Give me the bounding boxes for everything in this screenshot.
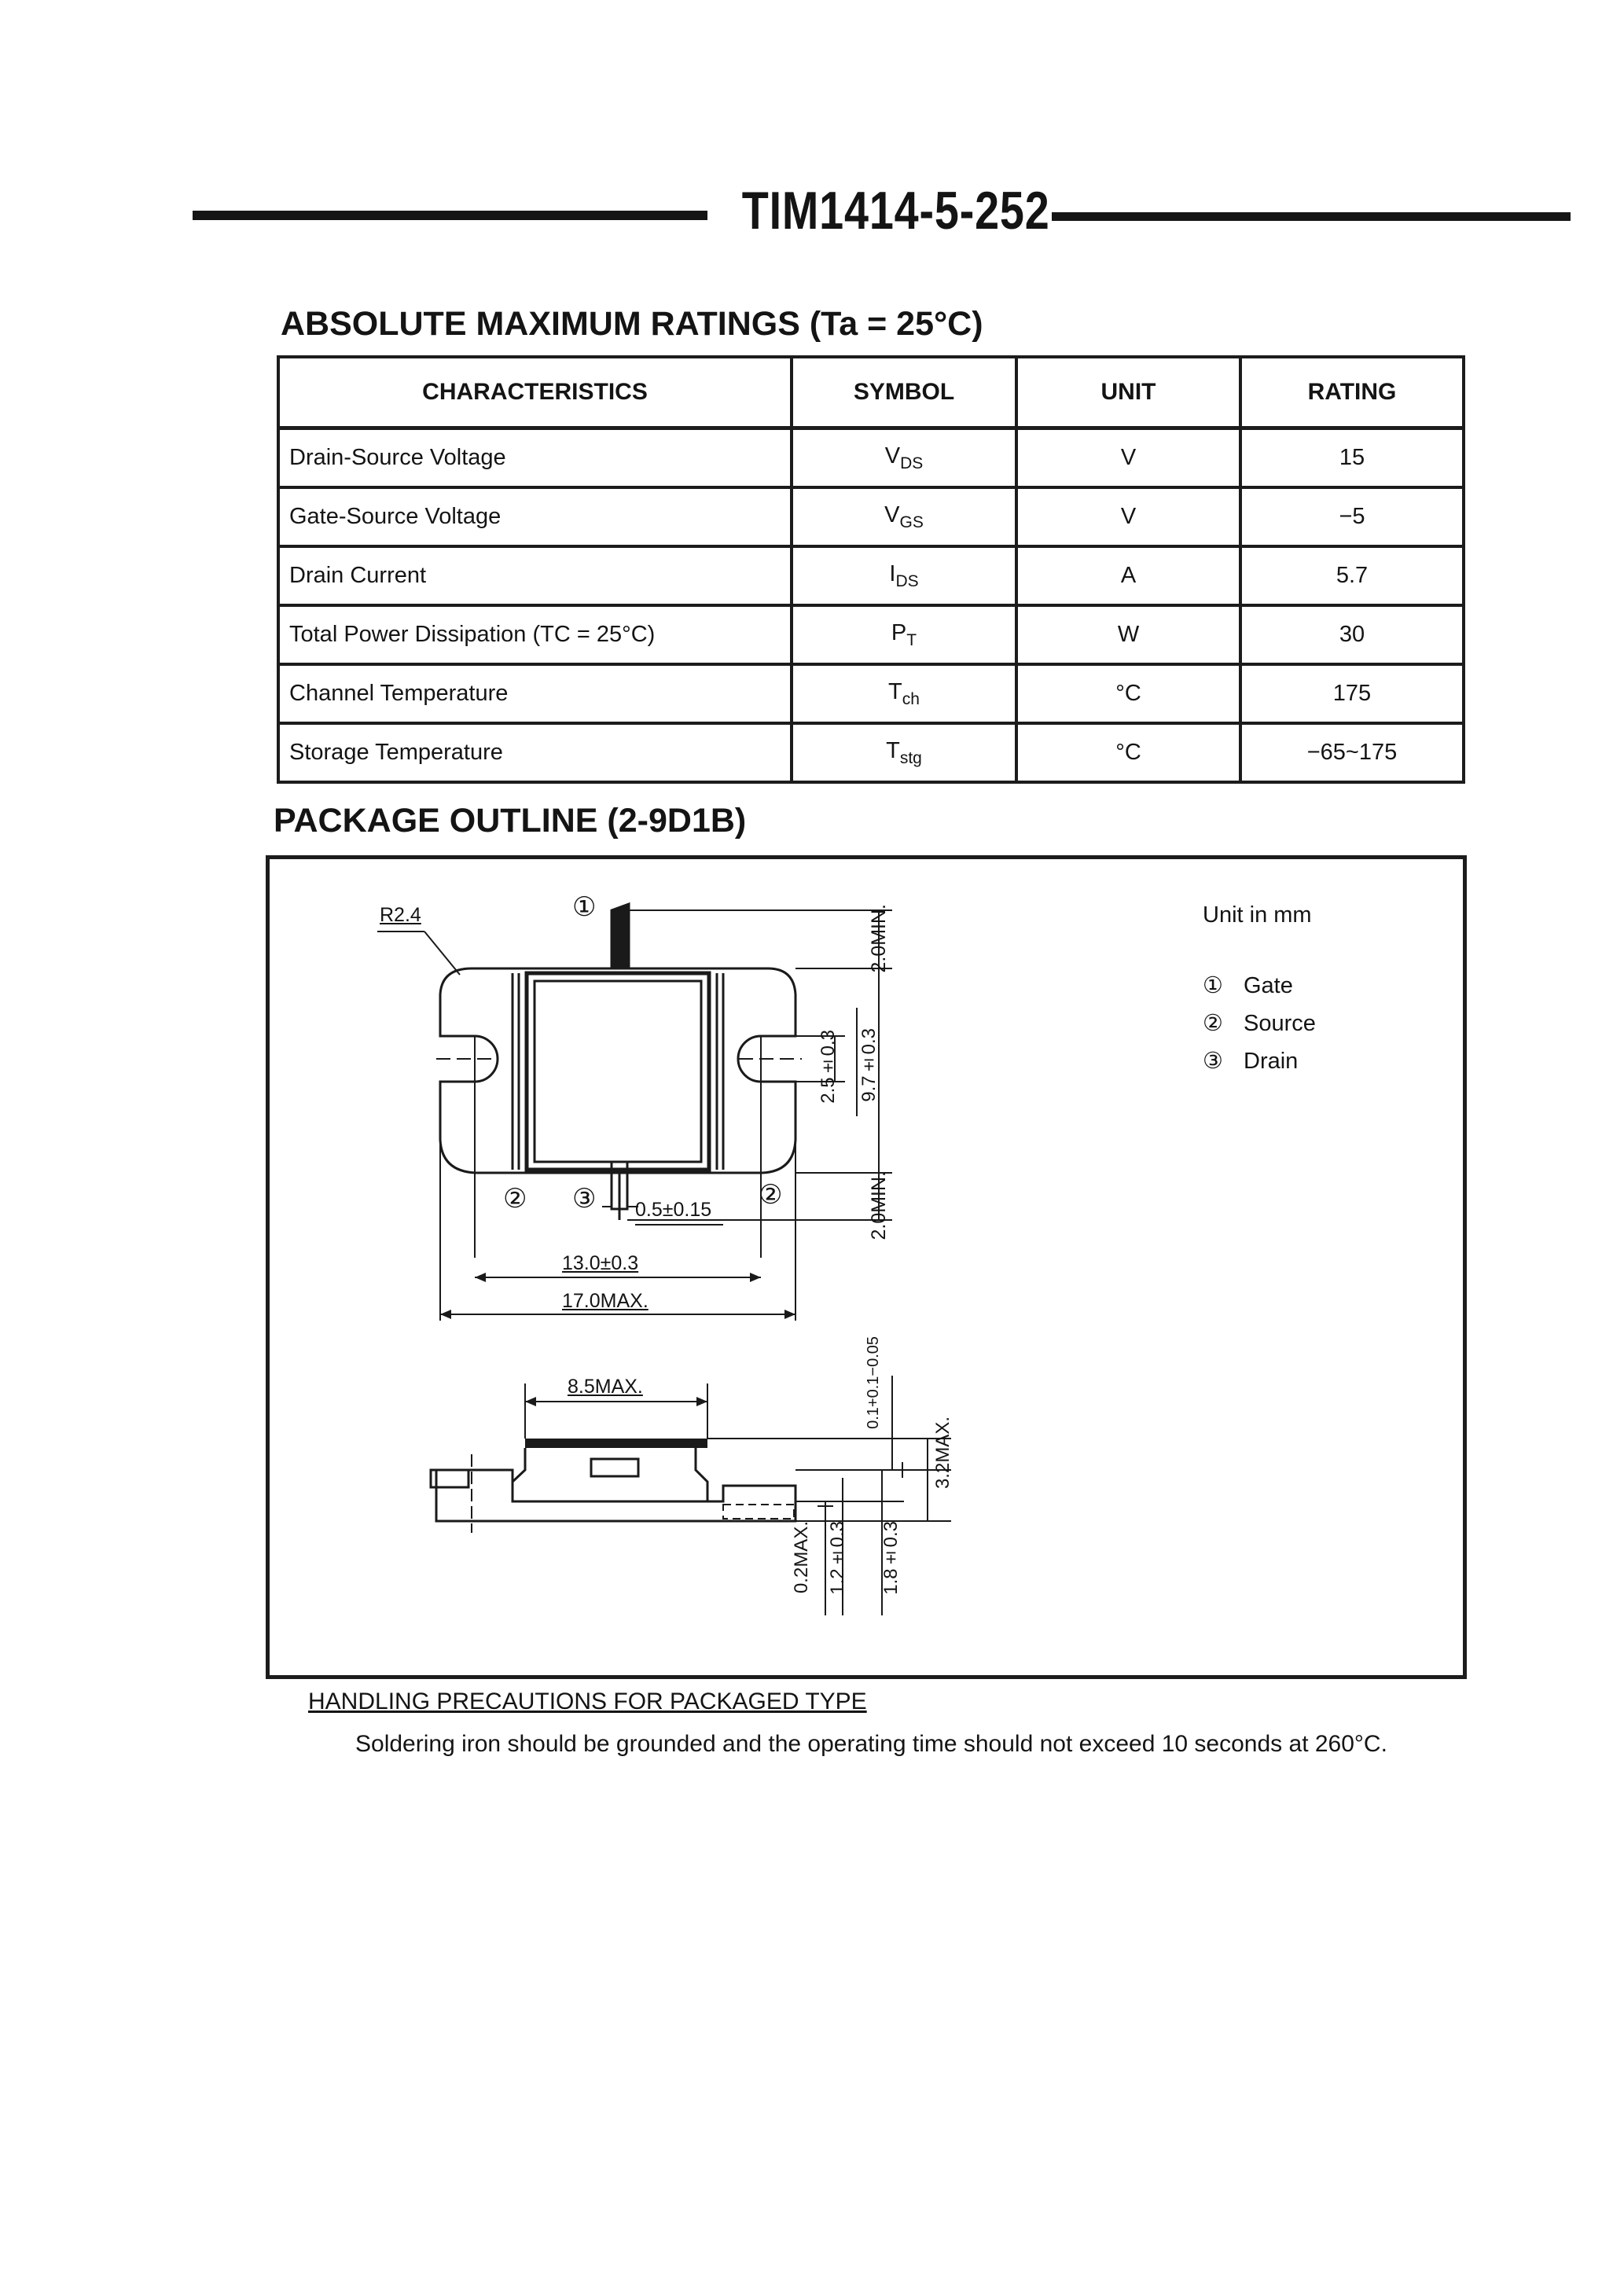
side-flange	[436, 1470, 795, 1521]
lead-thickness-label: 0.1+0.1−0.05	[865, 1336, 882, 1429]
lead-min-bottom-label: 2.0MIN.	[868, 1171, 890, 1240]
height-max-label: 3.2MAX.	[932, 1417, 953, 1490]
symbol-cell: $T_{ch}$	[792, 664, 1016, 723]
col-symbol: SYMBOL	[792, 357, 1016, 428]
pin-label-source-right: ②	[759, 1180, 783, 1210]
rating-cell: 30	[1240, 605, 1464, 664]
unit-cell: V	[1016, 428, 1240, 488]
rating-cell: 15	[1240, 428, 1464, 488]
lid-width-label: 8.5MAX.	[568, 1376, 643, 1398]
col-rating: RATING	[1240, 357, 1464, 428]
body-dim-label: 9.7±0.3	[858, 1028, 880, 1102]
legend-item-source: ② Source	[1203, 1011, 1316, 1036]
pin-label-drain: ③	[572, 1184, 597, 1214]
unit-note: Unit in mm	[1203, 902, 1312, 928]
rating-cell: 175	[1240, 664, 1464, 723]
col-unit: UNIT	[1016, 357, 1240, 428]
title-rule-right	[1052, 212, 1571, 221]
unit-cell: V	[1016, 487, 1240, 546]
characteristic-cell: Channel Temperature	[278, 664, 792, 723]
unit-cell: A	[1016, 546, 1240, 605]
table-row	[278, 605, 1464, 664]
unit-cell: °C	[1016, 664, 1240, 723]
slot-dim-label: 2.5±0.3	[818, 1030, 839, 1104]
unit-cell: W	[1016, 605, 1240, 664]
precautions-title: HANDLING PRECAUTIONS FOR PACKAGED TYPE	[308, 1689, 867, 1714]
precautions-text: Soldering iron should be grounded and the operating time should not exceed 10 seconds at 260°C.	[355, 1731, 1387, 1757]
unit-cell: °C	[1016, 723, 1240, 782]
symbol-cell: $V_{GS}$	[792, 487, 1016, 546]
side-lid	[525, 1439, 707, 1448]
characteristic-cell: Drain Current	[278, 546, 792, 605]
total-length-label: 17.0MAX.	[562, 1290, 648, 1312]
pin-label-gate: ①	[572, 892, 597, 922]
lid-inner	[535, 981, 701, 1162]
table-row	[278, 664, 1464, 723]
ratings-table	[277, 355, 1465, 784]
hole-pitch-label: 13.0±0.3	[562, 1252, 639, 1274]
ratings-heading: ABSOLUTE MAXIMUM RATINGS (Ta = 25°C)	[281, 305, 983, 343]
characteristic-cell: Storage Temperature	[278, 723, 792, 782]
legend-item-drain: ③ Drain	[1203, 1049, 1299, 1074]
characteristic-cell: Gate-Source Voltage	[278, 487, 792, 546]
characteristic-cell: Total Power Dissipation (TC = 25°C)	[278, 605, 792, 664]
title-rule-left	[193, 211, 707, 220]
rating-cell: −5	[1240, 487, 1464, 546]
table-row	[278, 723, 1464, 782]
symbol-cell: $V_{DS}$	[792, 428, 1016, 488]
table-row	[278, 487, 1464, 546]
pin-label-source-left: ②	[503, 1184, 527, 1214]
radius-label: R2.4	[380, 904, 421, 926]
symbol-cell: $T_{stg}$	[792, 723, 1016, 782]
lead-min-top-label: 2.0MIN.	[868, 904, 890, 973]
flange-outline	[440, 968, 795, 1173]
symbol-cell: $I_{DS}$	[792, 546, 1016, 605]
legend-item-gate: ① Gate	[1203, 973, 1293, 998]
d2-label: 1.2±0.3	[827, 1521, 848, 1595]
lead-width-label: 0.5±0.15	[635, 1199, 712, 1221]
rating-cell: −65~175	[1240, 723, 1464, 782]
lid-outline	[527, 973, 709, 1170]
table-row	[278, 546, 1464, 605]
symbol-cell: $P_T$	[792, 605, 1016, 664]
gate-lead	[612, 904, 629, 968]
side-body	[513, 1448, 707, 1501]
d1-label: 0.2MAX.	[791, 1521, 812, 1594]
package-heading: PACKAGE OUTLINE (2-9D1B)	[274, 802, 747, 840]
col-characteristics: CHARACTERISTICS	[278, 357, 792, 428]
rating-cell: 5.7	[1240, 546, 1464, 605]
pin-legend	[1203, 967, 1316, 1080]
table-row	[278, 428, 1464, 488]
d3-label: 1.8±0.3	[880, 1521, 902, 1595]
document-title: TIM1414-5-252	[741, 181, 1050, 241]
characteristic-cell: Drain-Source Voltage	[278, 428, 792, 488]
